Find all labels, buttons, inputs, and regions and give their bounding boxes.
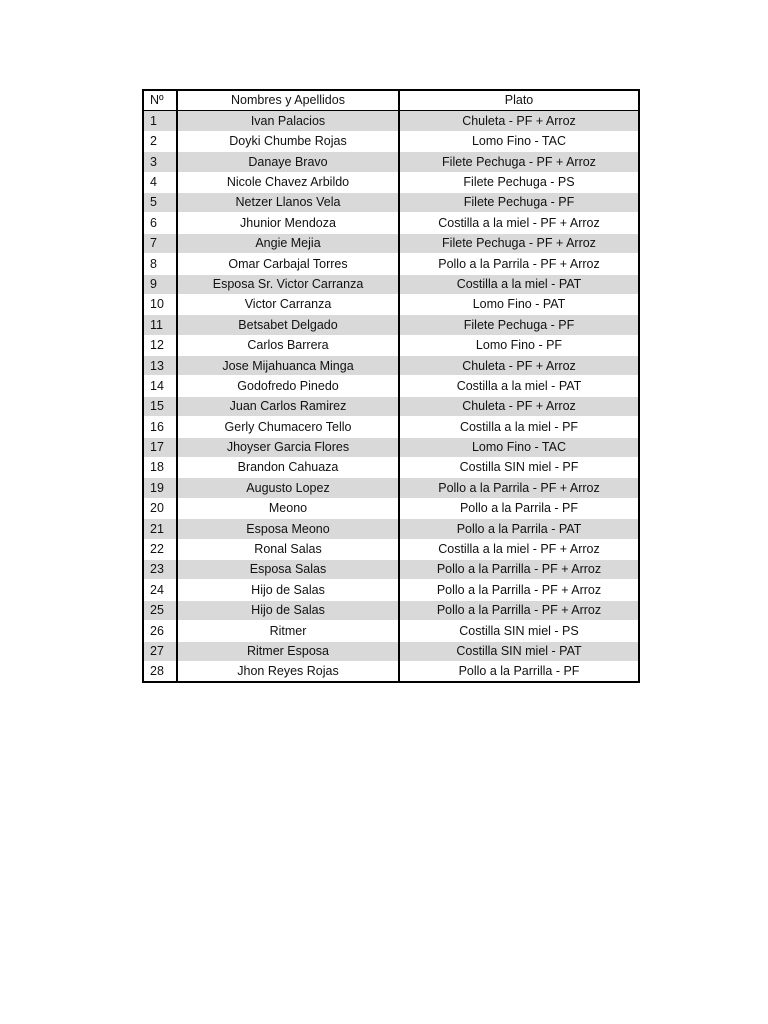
table-row — [143, 192, 639, 212]
dish-choice: Pollo a la Parrilla - PF + Arroz — [399, 559, 639, 579]
dish-choice: Costilla SIN miel - PAT — [399, 641, 639, 661]
row-number: 26 — [143, 621, 177, 641]
guest-name: Netzer Llanos Vela — [177, 192, 399, 212]
guest-name: Nicole Chavez Arbildo — [177, 172, 399, 192]
row-number: 11 — [143, 315, 177, 335]
guest-name: Jhunior Mendoza — [177, 213, 399, 233]
table-row — [143, 417, 639, 437]
row-number: 21 — [143, 519, 177, 539]
table-row — [143, 661, 639, 682]
guest-name: Hijo de Salas — [177, 580, 399, 600]
guest-name: Angie Mejia — [177, 233, 399, 253]
table-row — [143, 376, 639, 396]
dish-choice: Costilla a la miel - PAT — [399, 376, 639, 396]
table-row — [143, 131, 639, 151]
guest-dish-table — [142, 89, 640, 683]
row-number: 10 — [143, 294, 177, 314]
row-number: 19 — [143, 478, 177, 498]
dish-choice: Filete Pechuga - PF + Arroz — [399, 152, 639, 172]
dish-choice: Filete Pechuga - PF — [399, 192, 639, 212]
row-number: 16 — [143, 417, 177, 437]
table-row — [143, 152, 639, 172]
guest-name: Augusto Lopez — [177, 478, 399, 498]
guest-name: Gerly Chumacero Tello — [177, 417, 399, 437]
table-row — [143, 437, 639, 457]
row-number: 15 — [143, 396, 177, 416]
dish-choice: Pollo a la Parrila - PF + Arroz — [399, 254, 639, 274]
table-row — [143, 233, 639, 253]
dish-choice: Costilla a la miel - PF — [399, 417, 639, 437]
header-row — [143, 90, 639, 111]
row-number: 20 — [143, 498, 177, 518]
guest-name: Betsabet Delgado — [177, 315, 399, 335]
guest-name: Ronal Salas — [177, 539, 399, 559]
dish-choice: Costilla a la miel - PAT — [399, 274, 639, 294]
guest-name: Doyki Chumbe Rojas — [177, 131, 399, 151]
table-row — [143, 519, 639, 539]
table-row — [143, 294, 639, 314]
dish-choice: Chuleta - PF + Arroz — [399, 356, 639, 376]
table-row — [143, 478, 639, 498]
dish-choice: Chuleta - PF + Arroz — [399, 396, 639, 416]
row-number: 1 — [143, 111, 177, 131]
row-number: 12 — [143, 335, 177, 355]
dish-choice: Lomo Fino - PF — [399, 335, 639, 355]
row-number: 6 — [143, 213, 177, 233]
guest-name: Esposa Sr. Victor Carranza — [177, 274, 399, 294]
guest-name: Ritmer — [177, 621, 399, 641]
dish-choice: Costilla SIN miel - PS — [399, 621, 639, 641]
dish-choice: Chuleta - PF + Arroz — [399, 111, 639, 131]
table-row — [143, 580, 639, 600]
dish-choice: Pollo a la Parrilla - PF + Arroz — [399, 580, 639, 600]
guest-name: Omar Carbajal Torres — [177, 254, 399, 274]
document-page — [142, 89, 640, 683]
table-row — [143, 559, 639, 579]
table-row — [143, 274, 639, 294]
guest-name: Ivan Palacios — [177, 111, 399, 131]
row-number: 24 — [143, 580, 177, 600]
guest-name: Godofredo Pinedo — [177, 376, 399, 396]
dish-choice: Pollo a la Parrilla - PF — [458, 664, 580, 679]
dish-choice: Lomo Fino - TAC — [399, 131, 639, 151]
row-number: 13 — [143, 356, 177, 376]
row-number: 23 — [143, 559, 177, 579]
table-body — [143, 111, 639, 682]
guest-name: Carlos Barrera — [177, 335, 399, 355]
table-row — [143, 315, 639, 335]
row-number: 9 — [143, 274, 177, 294]
dish-choice: Pollo a la Parrila - PF + Arroz — [399, 478, 639, 498]
row-number: 28 — [143, 661, 177, 682]
guest-name: Esposa Salas — [177, 559, 399, 579]
guest-name: Victor Carranza — [177, 294, 399, 314]
dish-choice: Filete Pechuga - PS — [399, 172, 639, 192]
row-number: 25 — [143, 600, 177, 620]
guest-name: Danaye Bravo — [177, 152, 399, 172]
guest-name: Hijo de Salas — [177, 600, 399, 620]
table-row — [143, 458, 639, 478]
row-number: 17 — [143, 437, 177, 457]
row-number: 27 — [143, 641, 177, 661]
dish-choice: Pollo a la Parrila - PAT — [399, 519, 639, 539]
table-row — [143, 356, 639, 376]
row-number: 22 — [143, 539, 177, 559]
table-row — [143, 498, 639, 518]
guest-name: Esposa Meono — [177, 519, 399, 539]
table-row — [143, 111, 639, 131]
row-number: 8 — [143, 254, 177, 274]
table-row — [143, 172, 639, 192]
header-name: Nombres y Apellidos — [177, 90, 399, 111]
row-number: 5 — [143, 192, 177, 212]
row-number: 2 — [143, 131, 177, 151]
dish-choice: Lomo Fino - TAC — [399, 437, 639, 457]
dish-choice: Pollo a la Parrila - PF — [399, 498, 639, 518]
guest-name: Brandon Cahuaza — [177, 458, 399, 478]
guest-name: Ritmer Esposa — [177, 641, 399, 661]
guest-name: Jhon Reyes Rojas — [177, 661, 399, 682]
table-row — [143, 213, 639, 233]
dish-choice: Filete Pechuga - PF — [399, 315, 639, 335]
table-row — [143, 600, 639, 620]
dish-choice: Costilla SIN miel - PF — [399, 458, 639, 478]
table-row — [143, 641, 639, 661]
guest-name: Meono — [177, 498, 399, 518]
header-number: Nº — [143, 90, 177, 111]
dish-choice: Costilla a la miel - PF + Arroz — [399, 213, 639, 233]
header-dish: Plato — [399, 90, 639, 111]
table-row — [143, 396, 639, 416]
dish-choice: Costilla a la miel - PF + Arroz — [399, 539, 639, 559]
dish-choice: Lomo Fino - PAT — [399, 294, 639, 314]
row-number: 18 — [143, 458, 177, 478]
table-header — [143, 90, 639, 111]
dish-choice: Filete Pechuga - PF + Arroz — [399, 233, 639, 253]
guest-name: Jose Mijahuanca Minga — [177, 356, 399, 376]
table-row — [143, 254, 639, 274]
row-number: 3 — [143, 152, 177, 172]
guest-name: Juan Carlos Ramirez — [177, 396, 399, 416]
table-row — [143, 621, 639, 641]
dish-choice: Pollo a la Parrilla - PF + Arroz — [399, 600, 639, 620]
row-number: 4 — [143, 172, 177, 192]
table-row — [143, 335, 639, 355]
row-number: 7 — [143, 233, 177, 253]
guest-name: Jhoyser Garcia Flores — [177, 437, 399, 457]
row-number: 14 — [143, 376, 177, 396]
table-row — [143, 539, 639, 559]
